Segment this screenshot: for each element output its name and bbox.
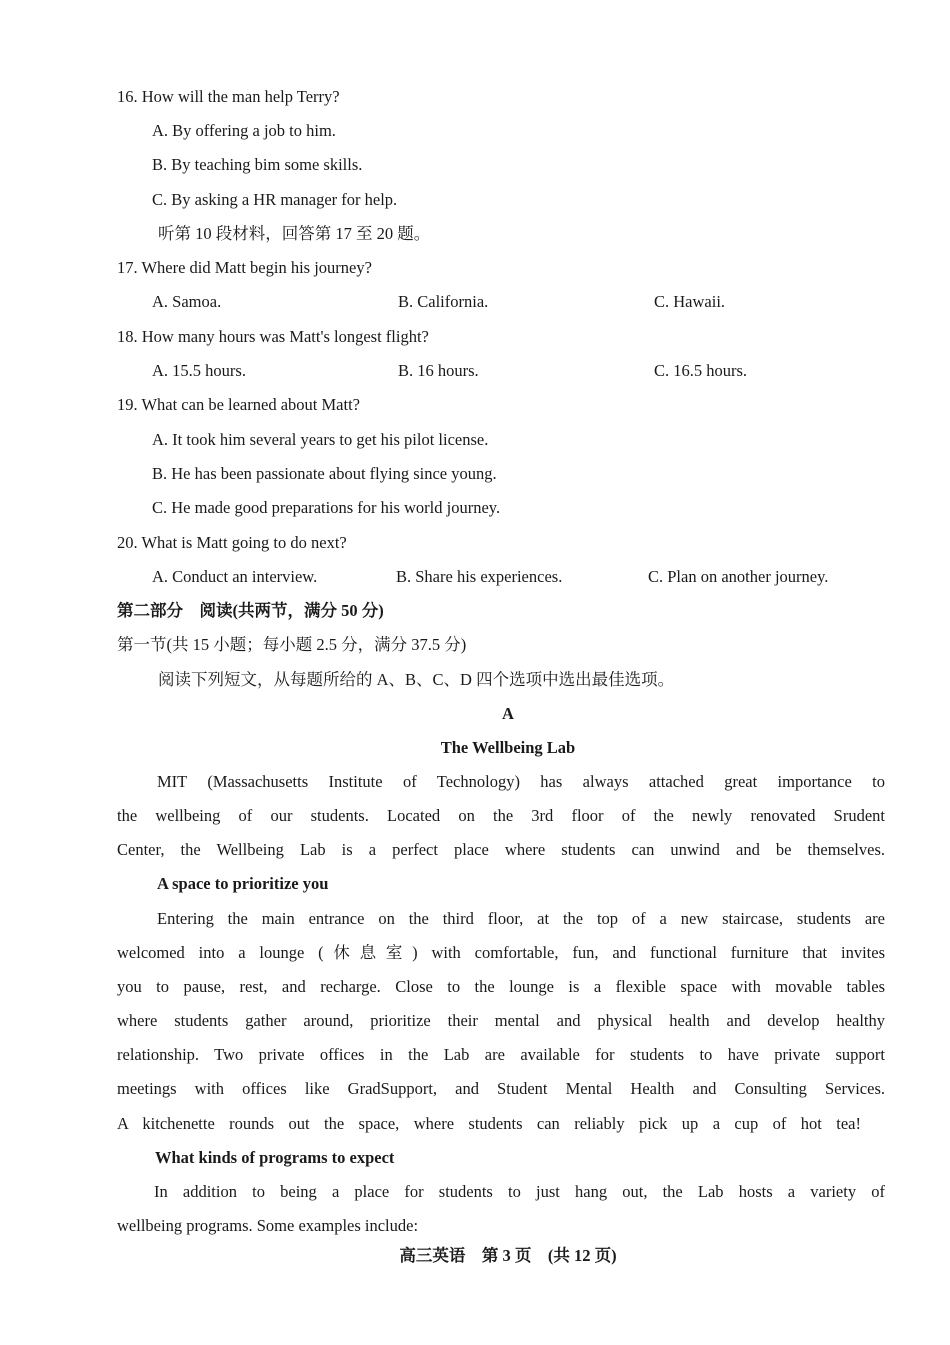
option: B. 16 hours. xyxy=(398,361,479,380)
passage-line: you to pause, rest, and recharge. Close to the lounge is a flexible space with movable tables xyxy=(117,977,885,996)
question-19: 19. What can be learned about Matt? xyxy=(117,395,360,414)
instruction-10: 听第 10 段材料，回答第 17 至 20 题。 xyxy=(158,224,431,243)
passage-line: wellbeing programs. Some examples include: xyxy=(117,1216,419,1235)
passage-line: In addition to being a place for students to just hang out, the Lab hosts a variety of xyxy=(154,1182,885,1201)
option: A. Samoa. xyxy=(152,292,222,311)
option: C. 16.5 hours. xyxy=(654,361,748,380)
option: B. He has been passionate about flying since young. xyxy=(152,464,497,483)
passage-line: meetings with offices like GradSupport, and Student Mental Health and Consulting Services. xyxy=(117,1079,885,1098)
option: C. By asking a HR manager for help. xyxy=(152,190,398,209)
page-footer: 高三英语 第 3 页 (共 12 页) xyxy=(399,1246,617,1265)
passage-line: Center, the Wellbeing Lab is a perfect place where students can unwind and be themselves. xyxy=(117,840,885,859)
option: C. He made good preparations for his world journey. xyxy=(152,498,501,517)
passage-line: A kitchenette rounds out the space, where students can reliably pick up a cup of hot tea! xyxy=(117,1114,861,1133)
option: A. 15.5 hours. xyxy=(152,361,246,380)
option: A. It took him several years to get his pilot license. xyxy=(152,430,489,449)
section1-title: 第一节(共 15 小题；每小题 2.5 分，满分 37.5 分) xyxy=(117,635,467,654)
option: B. California. xyxy=(398,292,489,311)
option: B. By teaching bim some skills. xyxy=(152,155,363,174)
passage-letter: A xyxy=(502,704,514,723)
option: C. Hawaii. xyxy=(654,292,726,311)
option: C. Plan on another journey. xyxy=(648,567,829,586)
passage-line: MIT (Massachusetts Institute of Technology) has always attached great importance to xyxy=(157,772,885,791)
passage-title: The Wellbeing Lab xyxy=(440,738,576,757)
subheading: What kinds of programs to expect xyxy=(155,1148,395,1167)
option: A. Conduct an interview. xyxy=(152,567,318,586)
passage-line: where students gather around, prioritize their mental and physical health and develop healthy xyxy=(117,1011,885,1030)
passage-line: Entering the main entrance on the third floor, at the top of a new staircase, students are xyxy=(157,909,885,928)
passage-line: the wellbeing of our students. Located on the 3rd floor of the newly renovated Srudent xyxy=(117,806,885,825)
question-20: 20. What is Matt going to do next? xyxy=(117,533,347,552)
passage-line: relationship. Two private offices in the Lab are available for students to have private support xyxy=(117,1045,885,1064)
question-16: 16. How will the man help Terry? xyxy=(117,87,340,106)
passage-line: welcomed into a lounge (休息室) with comfortable, fun, and functional furniture that invites xyxy=(117,943,885,962)
part2-title: 第二部分 阅读(共两节，满分 50 分) xyxy=(117,601,384,620)
option: A. By offering a job to him. xyxy=(152,121,336,140)
question-17: 17. Where did Matt begin his journey? xyxy=(117,258,372,277)
section1-instruction: 阅读下列短文，从每题所给的 A、B、C、D 四个选项中选出最佳选项。 xyxy=(158,670,675,689)
option: B. Share his experiences. xyxy=(396,567,563,586)
question-18: 18. How many hours was Matt's longest flight? xyxy=(117,327,429,346)
subheading: A space to prioritize you xyxy=(157,874,329,893)
